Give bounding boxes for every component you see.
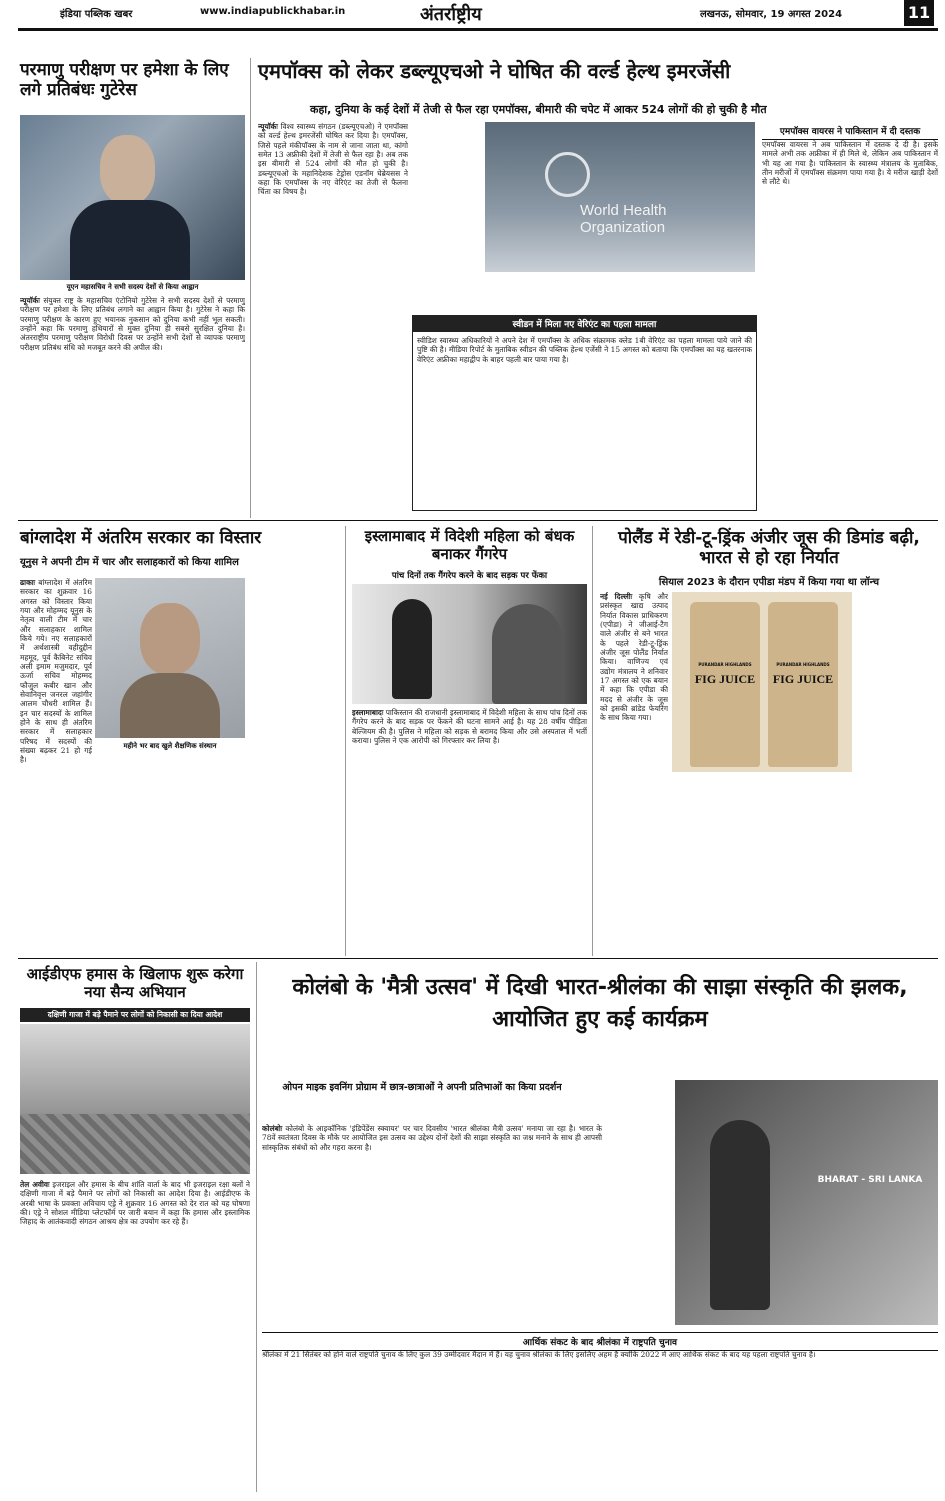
dancer-figure <box>710 1120 770 1310</box>
poland-subhead: सियाल 2023 के दौरान एपीडा मंडप में किया गया था लॉन्च <box>658 577 880 588</box>
col-divider-1 <box>250 58 251 518</box>
figure-silhouette <box>392 599 432 699</box>
guterres-caption: यूएन महासचिव ने सभी सदस्य देशों से किया आह्वान <box>66 283 199 291</box>
who-emblem-icon <box>545 152 590 197</box>
idf-text: इजराइल और हमास के बीच शांति वार्ता के बाद भी इजराइल रक्षा बलों ने दक्षिणी गाजा में बड़े पैमाने पर लोगों को निकासी का आदेश दिया है। आईडीएफ के अरबी भाषा के प्रवक्ता अविचाय एड्रे ने शुक्रवार 16 अगस्त को देर रात को यह घोषणा की। एड्रे ने सोशल मीडिया प्लेटफॉर्म पर जारी बयान में कहा कि हमास और इस्लामिक जिहाद के आतंकवादी संगठन आश्रय क्षेत्र का उपयोग कर रहे हैं। <box>20 1180 250 1227</box>
guterres-text: संयुक्त राष्ट्र के महासचिव एंटोनियो गुटेरेस ने सभी सदस्य देशों से परमाणु परीक्षण पर हमेशा के लिए प्रतिबंध लगाने का आह्वान किया है। गुटेरेस ने कहा कि परमाणु परीक्षण के कारण हुए भयानक नुकसान को दुनिया कभी नहीं भूल सकती। उन्होंने कहा कि परमाणु हथियारों से मुक्त दुनिया ही सबसे सुरक्षित दुनिया है। अंतरराष्ट्रीय परमाणु परीक्षण विरोधी दिवस पर उन्होंने सभी देशों से व्यापक परमाणु परीक्षण प्रतिबंध संधि को मजबूत करने की अपील की। <box>20 296 245 352</box>
bangladesh-body-2 <box>250 578 340 953</box>
guterres-dateline: न्यूयॉर्कः <box>20 296 40 305</box>
product-brand: PURANDAR HIGHLANDS <box>698 662 752 667</box>
srilanka-box-heading: आर्थिक संकट के बाद श्रीलंका में राष्ट्रपति चुनाव <box>262 1332 938 1351</box>
section-title: अंतर्राष्ट्रीय <box>420 4 482 25</box>
col-divider-3 <box>592 526 593 956</box>
idf-subhead: दक्षिणी गाजा में बड़े पैमाने पर लोगों को निकासी का दिया आदेश <box>20 1008 250 1022</box>
bangladesh-dateline: ढाकाः <box>20 578 36 587</box>
col-divider-4 <box>256 962 257 1492</box>
colombo-headline: कोलंबो के 'मैत्री उत्सव' में दिखी भारत-श्रीलंका की साझा संस्कृति की झलक, आयोजित हुए कई कार्यक्रम <box>292 975 908 1032</box>
colombo-body-2 <box>590 1080 670 1325</box>
mpox-subhead: कहा, दुनिया के कई देशों में तेजी से फैल रहा एमपॉक्स, बीमारी की चपेट में आकर 524 लोगों की हो चुकी है मौत <box>310 103 767 116</box>
masthead <box>0 0 945 44</box>
mpox-text: विश्व स्वास्थ्य संगठन (डब्ल्यूएचओ) ने एमपॉक्स को वर्ल्ड हेल्थ इमरजेंसी घोषित कर दिया है। एमपॉक्स, जिसे पहले मंकीपॉक्स के नाम से जाना जाता था, कांगो समेत 13 अफ्रीकी देशों में तेजी से फैल रहा है। अब तक इस बीमारी से 524 लोगों की मौत हो चुकी है। डब्ल्यूएचओ के महानिदेशक टेड्रोस एडनॉम घेब्रेयसस ने कहा कि एमपॉक्स के नए वेरिएंट का तेजी से फैलना चिंता का विषय है। <box>258 122 408 197</box>
website-link[interactable]: www.indiapublickhabar.in <box>200 6 346 17</box>
product-label: FIG JUICE <box>694 672 756 686</box>
pakistan-box-body: एमपॉक्स वायरस ने अब पाकिस्तान में दस्तक दे दी है। इसके मामले अभी तक अफ्रीका में ही मिले थे, लेकिन अब पाकिस्तान में भी यह आ गया है। पाकिस्तान के स्वास्थ्य मंत्रालय के मुताबिक, तीन मरीजों में एमपॉक्स संक्रमण पाया गया है। ये मरीज खाड़ी देशों से लौटे थे। <box>762 140 938 187</box>
islamabad-text: पाकिस्तान की राजधानी इस्लामाबाद में विदेशी महिला के साथ पांच दिनों तक गैंगरेप करने के बाद सड़क पर फेंकने की घटना सामने आई है। यह 28 वर्षीय पीड़िता बेल्जियम की है। पुलिस ने महिला को सड़क से बरामद किया और उसे अस्पताल में भर्ती कराया। पुलिस ने एक आरोपी को गिरफ्तार कर लिया है। <box>352 708 587 745</box>
guterres-body <box>20 296 245 506</box>
fig-juice-photo <box>672 592 852 772</box>
guterres-headline: परमाणु परीक्षण पर हमेशा के लिए लगे प्रतिबंधः गुटेरेस <box>20 60 229 101</box>
product-label: FIG JUICE <box>772 672 834 686</box>
row-divider-2 <box>18 958 938 959</box>
page-number: 11 <box>904 0 934 26</box>
portrait-suit <box>70 200 190 280</box>
poland-text: कृषि और प्रसंस्कृत खाद्य उत्पाद निर्यात विकास प्राधिकरण (एपीडा) ने जीआई-टैग वाले अंजीर से बने भारत के पहले रेडी-टू-ड्रिंक अंजीर जूस पोलैंड निर्यात किया। वाणिज्य एवं उद्योग मंत्रालय ने शनिवार 17 अगस्त को एक बयान में कहा कि एपीडा की मदद से अंजीर के जूस को इसकी ब्रांडेड फेयरिंग के साथ किया गया। <box>600 592 668 723</box>
islamabad-photo <box>352 584 587 704</box>
gaza-photo <box>20 1024 250 1174</box>
who-image-label: World Health Organization <box>580 202 667 236</box>
sweden-box-body: स्वीडिश स्वास्थ्य अधिकारियों ने अपने देश में एमपॉक्स के अधिक संक्रामक क्लेड 1बी वेरिएंट का पहला मामला पाये जाने की पुष्टि की है। मीडिया रिपोर्ट के मुताबिक स्वीडन की पब्लिक हेल्थ एजेंसी ने 15 अगस्त को बताया कि एमपॉक्स का यह खतरनाक वेरिएंट अफ्रीका महाद्वीप के बाहर पहली बार पाया गया है। <box>412 331 757 511</box>
banner-text: BHARAT - SRI LANKA <box>817 1175 923 1185</box>
mpox-body-2 <box>412 122 482 272</box>
col-divider-2 <box>345 526 346 956</box>
who-photo <box>485 122 755 272</box>
bangladesh-body <box>20 578 92 953</box>
poland-headline: पोलैंड में रेडी-टू-ड्रिंक अंजीर जूस की डिमांड बढ़ी, भारत से हो रहा निर्यात <box>618 528 920 569</box>
islamabad-subhead: पांच दिनों तक गैंगरेप करने के बाद सड़क पर फेंका <box>391 571 548 581</box>
row-divider-1 <box>18 520 938 521</box>
guterres-photo <box>20 115 245 280</box>
mpox-body <box>258 122 408 392</box>
poland-body-2 <box>856 592 938 952</box>
colombo-subhead: ओपन माइक इवनिंग प्रोग्राम में छात्र-छात्राओं ने अपनी प्रतिभाओं का किया प्रदर्शन <box>282 1082 562 1093</box>
pakistan-box-heading: एमपॉक्स वायरस ने पाकिस्तान में दी दस्तक <box>762 122 938 140</box>
bangladesh-caption: महीने भर बाद खुले शैक्षणिक संस्थान <box>123 742 217 750</box>
rubble <box>20 1114 250 1174</box>
product-brand: PURANDAR HIGHLANDS <box>776 662 830 667</box>
paper-name: इंडिया पब्लिक खबर <box>60 9 133 20</box>
masthead-rule <box>18 28 938 31</box>
bangladesh-subhead: यूनुस ने अपनी टीम में चार और सलाहकारों को किया शामिल <box>20 557 239 568</box>
srilanka-box-body: श्रीलंका में 21 सितंबर को होने वाले राष्ट्रपति चुनाव के लिए कुल 39 उम्मीदवार मैदान में हैं। यह चुनाव श्रीलंका के लिए इसलिए अहम है क्योंकि 2022 में आए आर्थिक संकट के बाद यह पहला राष्ट्रपति चुनाव है। <box>262 1350 816 1359</box>
colombo-body <box>262 1124 602 1324</box>
idf-dateline: तेल अवीवः <box>20 1180 50 1189</box>
dateline: लखनऊ, सोमवार, 19 अगस्त 2024 <box>700 9 843 20</box>
idf-headline: आईडीएफ हमास के खिलाफ शुरू करेगा नया सैन्य अभियान <box>26 965 244 1001</box>
mpox-headline: एमपॉक्स को लेकर डब्ल्यूएचओ ने घोषित की वर्ल्ड हेल्थ इमरजेंसी <box>258 59 731 83</box>
bangladesh-text: बांग्लादेश में अंतरिम सरकार का शुक्रवार 16 अगस्त को विस्तार किया गया और मोहम्मद यूनुस के नेतृत्व वाली टीम में चार और सलाहकार शामिल किये गये। नए सलाहकारों में अर्थशास्त्री वहीदुद्दीन महमूद, पूर्व कैबिनेट सचिव अली इमाम मजुमदार, पूर्व ऊर्जा सचिव मोहम्मद फौजुल कबीर खान और सेवानिवृत्त जनरल जहांगीर आलम चौधरी शामिल हैं। इन चार सदस्यों के शामिल होने के साथ ही अंतरिम सरकार में सलाहकार परिषद में सदस्यों की संख्या बढ़कर 21 हो गई है। <box>20 578 92 765</box>
islamabad-dateline: इस्लामाबादः <box>352 708 384 717</box>
mpox-dateline: न्यूयॉर्कः <box>258 122 278 131</box>
islamabad-body <box>352 708 587 953</box>
figure-silhouette <box>492 604 562 704</box>
bangladesh-headline: बांग्लादेश में अंतरिम सरकार का विस्तार <box>20 528 262 548</box>
colombo-dateline: कोलंबोः <box>262 1124 283 1133</box>
portrait-head <box>140 603 200 675</box>
poland-dateline: नई दिल्लीः <box>600 592 633 601</box>
idf-body <box>20 1180 250 1490</box>
yunus-photo <box>95 578 245 738</box>
portrait-body <box>120 673 220 738</box>
poland-body <box>600 592 668 952</box>
sweden-box-heading: स्वीडन में मिला नए वेरिएंट का पहला मामला <box>412 315 757 332</box>
colombo-photo <box>675 1080 938 1325</box>
portrait-head <box>100 135 155 205</box>
colombo-text: कोलंबो के आइकॉनिक 'इंडिपेंडेंस स्क्वायर' पर चार दिवसीय 'भारत श्रीलंका मैत्री उत्सव' मनाया जा रहा है। भारत के 78वें स्वतंत्रता दिवस के मौके पर आयोजित इस उत्सव का उद्देश्य दोनों देशों की साझा संस्कृति का जश्न मनाने के साथ ही आपसी सांस्कृतिक संबंधों को और गहरा करना है। <box>262 1124 602 1152</box>
islamabad-headline: इस्लामाबाद में विदेशी महिला को बंधक बनाकर गैंगरेप <box>364 527 575 563</box>
